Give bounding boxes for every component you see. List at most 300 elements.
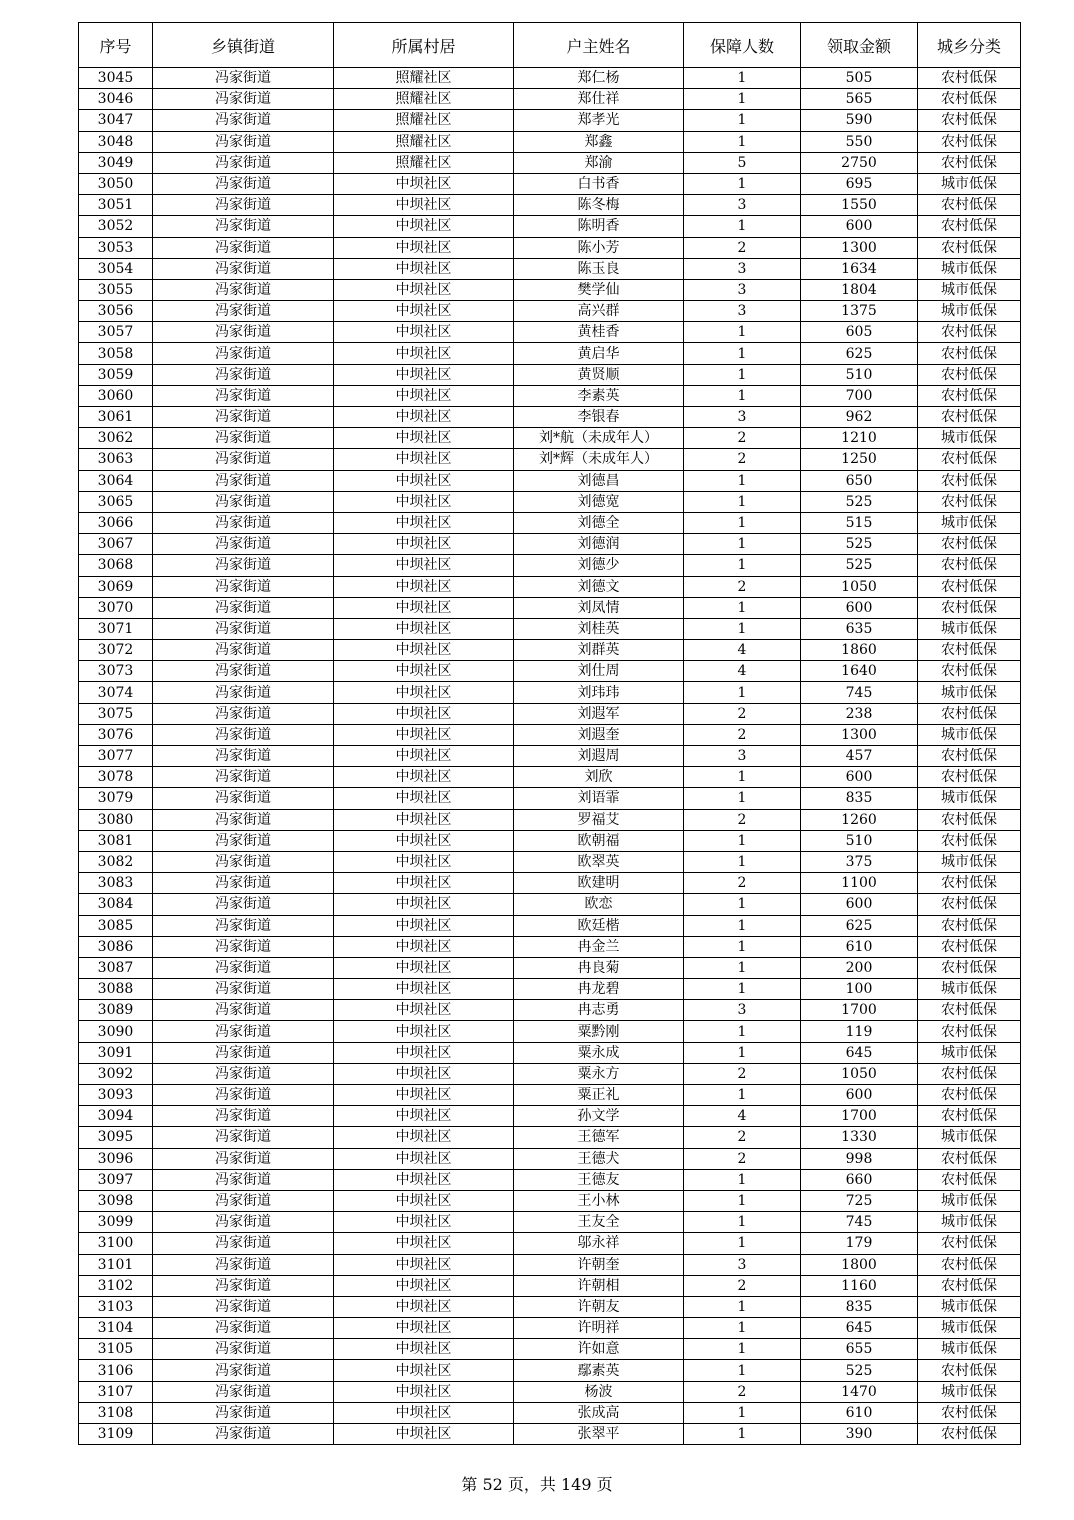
allowance-table bbox=[78, 22, 1021, 1445]
cell-amount: 238 bbox=[801, 703, 918, 724]
cell-householder-name: 李素英 bbox=[514, 385, 684, 406]
cell-householder-name: 刘群英 bbox=[514, 640, 684, 661]
cell-householder-name: 刘凤情 bbox=[514, 597, 684, 618]
cell-householder-name: 刘玮玮 bbox=[514, 682, 684, 703]
table-row bbox=[79, 1000, 1021, 1021]
cell-subdistrict: 冯家街道 bbox=[153, 1296, 334, 1317]
cell-covered-persons: 2 bbox=[684, 1275, 801, 1296]
cell-householder-name: 王友全 bbox=[514, 1212, 684, 1233]
cell-subdistrict: 冯家街道 bbox=[153, 873, 334, 894]
table-row bbox=[79, 1085, 1021, 1106]
cell-serial-number: 3065 bbox=[79, 491, 153, 512]
cell-category: 农村低保 bbox=[918, 746, 1021, 767]
cell-serial-number: 3046 bbox=[79, 89, 153, 110]
cell-community: 中坝社区 bbox=[334, 555, 514, 576]
cell-category: 农村低保 bbox=[918, 491, 1021, 512]
cell-subdistrict: 冯家街道 bbox=[153, 830, 334, 851]
cell-covered-persons: 2 bbox=[684, 703, 801, 724]
cell-amount: 590 bbox=[801, 110, 918, 131]
table-row bbox=[79, 216, 1021, 237]
cell-covered-persons: 1 bbox=[684, 682, 801, 703]
cell-covered-persons: 3 bbox=[684, 746, 801, 767]
cell-category: 城市低保 bbox=[918, 258, 1021, 279]
cell-amount: 695 bbox=[801, 173, 918, 194]
table-row bbox=[79, 110, 1021, 131]
cell-serial-number: 3107 bbox=[79, 1381, 153, 1402]
table-row bbox=[79, 661, 1021, 682]
cell-category: 农村低保 bbox=[918, 1360, 1021, 1381]
cell-community: 中坝社区 bbox=[334, 576, 514, 597]
cell-subdistrict: 冯家街道 bbox=[153, 915, 334, 936]
cell-householder-name: 刘德少 bbox=[514, 555, 684, 576]
cell-serial-number: 3049 bbox=[79, 152, 153, 173]
cell-householder-name: 郑渝 bbox=[514, 152, 684, 173]
cell-amount: 1700 bbox=[801, 1106, 918, 1127]
cell-covered-persons: 1 bbox=[684, 915, 801, 936]
cell-serial-number: 3067 bbox=[79, 534, 153, 555]
cell-community: 中坝社区 bbox=[334, 661, 514, 682]
cell-householder-name: 欧廷楷 bbox=[514, 915, 684, 936]
cell-subdistrict: 冯家街道 bbox=[153, 1275, 334, 1296]
table-row bbox=[79, 1402, 1021, 1423]
table-row bbox=[79, 301, 1021, 322]
cell-householder-name: 黄桂香 bbox=[514, 322, 684, 343]
cell-category: 城市低保 bbox=[918, 682, 1021, 703]
cell-community: 中坝社区 bbox=[334, 746, 514, 767]
cell-covered-persons: 2 bbox=[684, 1063, 801, 1084]
cell-amount: 835 bbox=[801, 1296, 918, 1317]
cell-category: 农村低保 bbox=[918, 68, 1021, 89]
cell-community: 中坝社区 bbox=[334, 407, 514, 428]
cell-amount: 1330 bbox=[801, 1127, 918, 1148]
cell-householder-name: 陈玉良 bbox=[514, 258, 684, 279]
cell-community: 中坝社区 bbox=[334, 1402, 514, 1423]
cell-amount: 457 bbox=[801, 746, 918, 767]
cell-householder-name: 王小林 bbox=[514, 1190, 684, 1211]
cell-amount: 600 bbox=[801, 216, 918, 237]
cell-subdistrict: 冯家街道 bbox=[153, 110, 334, 131]
table-row bbox=[79, 851, 1021, 872]
cell-category: 农村低保 bbox=[918, 131, 1021, 152]
cell-community: 中坝社区 bbox=[334, 830, 514, 851]
cell-category: 农村低保 bbox=[918, 385, 1021, 406]
table-row bbox=[79, 957, 1021, 978]
cell-householder-name: 冉龙碧 bbox=[514, 979, 684, 1000]
cell-subdistrict: 冯家街道 bbox=[153, 979, 334, 1000]
cell-community: 中坝社区 bbox=[334, 1127, 514, 1148]
cell-subdistrict: 冯家街道 bbox=[153, 809, 334, 830]
cell-householder-name: 樊学仙 bbox=[514, 279, 684, 300]
cell-category: 农村低保 bbox=[918, 343, 1021, 364]
cell-amount: 1634 bbox=[801, 258, 918, 279]
cell-amount: 1260 bbox=[801, 809, 918, 830]
cell-community: 中坝社区 bbox=[334, 809, 514, 830]
cell-community: 中坝社区 bbox=[334, 597, 514, 618]
cell-householder-name: 王德犬 bbox=[514, 1148, 684, 1169]
cell-serial-number: 3091 bbox=[79, 1042, 153, 1063]
cell-subdistrict: 冯家街道 bbox=[153, 1233, 334, 1254]
cell-householder-name: 欧朝福 bbox=[514, 830, 684, 851]
table-row bbox=[79, 1296, 1021, 1317]
cell-householder-name: 王德友 bbox=[514, 1169, 684, 1190]
cell-community: 中坝社区 bbox=[334, 428, 514, 449]
cell-community: 中坝社区 bbox=[334, 979, 514, 1000]
cell-subdistrict: 冯家街道 bbox=[153, 640, 334, 661]
cell-covered-persons: 2 bbox=[684, 237, 801, 258]
cell-covered-persons: 3 bbox=[684, 195, 801, 216]
cell-serial-number: 3087 bbox=[79, 957, 153, 978]
cell-category: 农村低保 bbox=[918, 957, 1021, 978]
cell-covered-persons: 1 bbox=[684, 894, 801, 915]
cell-community: 中坝社区 bbox=[334, 957, 514, 978]
cell-subdistrict: 冯家街道 bbox=[153, 1339, 334, 1360]
cell-community: 中坝社区 bbox=[334, 1085, 514, 1106]
table-row bbox=[79, 364, 1021, 385]
cell-serial-number: 3086 bbox=[79, 936, 153, 957]
cell-covered-persons: 1 bbox=[684, 1318, 801, 1339]
cell-covered-persons: 4 bbox=[684, 640, 801, 661]
cell-householder-name: 刘德宽 bbox=[514, 491, 684, 512]
cell-subdistrict: 冯家街道 bbox=[153, 724, 334, 745]
cell-subdistrict: 冯家街道 bbox=[153, 173, 334, 194]
cell-community: 中坝社区 bbox=[334, 1042, 514, 1063]
cell-covered-persons: 1 bbox=[684, 470, 801, 491]
cell-subdistrict: 冯家街道 bbox=[153, 1085, 334, 1106]
cell-covered-persons: 1 bbox=[684, 851, 801, 872]
cell-householder-name: 白书香 bbox=[514, 173, 684, 194]
cell-community: 中坝社区 bbox=[334, 385, 514, 406]
cell-community: 中坝社区 bbox=[334, 894, 514, 915]
cell-category: 农村低保 bbox=[918, 1424, 1021, 1445]
cell-community: 中坝社区 bbox=[334, 1190, 514, 1211]
cell-amount: 835 bbox=[801, 788, 918, 809]
cell-subdistrict: 冯家街道 bbox=[153, 788, 334, 809]
cell-community: 照耀社区 bbox=[334, 152, 514, 173]
cell-covered-persons: 1 bbox=[684, 385, 801, 406]
cell-householder-name: 许朝奎 bbox=[514, 1254, 684, 1275]
cell-householder-name: 许朝友 bbox=[514, 1296, 684, 1317]
cell-category: 农村低保 bbox=[918, 1275, 1021, 1296]
cell-serial-number: 3072 bbox=[79, 640, 153, 661]
table-row bbox=[79, 1190, 1021, 1211]
cell-serial-number: 3079 bbox=[79, 788, 153, 809]
table-row bbox=[79, 1360, 1021, 1381]
cell-serial-number: 3073 bbox=[79, 661, 153, 682]
cell-householder-name: 欧恋 bbox=[514, 894, 684, 915]
cell-subdistrict: 冯家街道 bbox=[153, 491, 334, 512]
cell-serial-number: 3106 bbox=[79, 1360, 153, 1381]
cell-subdistrict: 冯家街道 bbox=[153, 1190, 334, 1211]
cell-householder-name: 许朝相 bbox=[514, 1275, 684, 1296]
cell-covered-persons: 1 bbox=[684, 89, 801, 110]
table-row bbox=[79, 597, 1021, 618]
cell-amount: 998 bbox=[801, 1148, 918, 1169]
cell-householder-name: 冉金兰 bbox=[514, 936, 684, 957]
cell-householder-name: 刘遐军 bbox=[514, 703, 684, 724]
cell-amount: 525 bbox=[801, 1360, 918, 1381]
cell-serial-number: 3059 bbox=[79, 364, 153, 385]
cell-serial-number: 3097 bbox=[79, 1169, 153, 1190]
cell-subdistrict: 冯家街道 bbox=[153, 1169, 334, 1190]
cell-serial-number: 3078 bbox=[79, 767, 153, 788]
cell-covered-persons: 2 bbox=[684, 873, 801, 894]
cell-covered-persons: 1 bbox=[684, 1296, 801, 1317]
page-footer: 第 52 页，共 149 页 bbox=[461, 1475, 613, 1494]
cell-subdistrict: 冯家街道 bbox=[153, 1106, 334, 1127]
cell-community: 照耀社区 bbox=[334, 131, 514, 152]
cell-subdistrict: 冯家街道 bbox=[153, 1063, 334, 1084]
cell-community: 中坝社区 bbox=[334, 216, 514, 237]
cell-subdistrict: 冯家街道 bbox=[153, 1000, 334, 1021]
cell-community: 中坝社区 bbox=[334, 1318, 514, 1339]
cell-householder-name: 李银春 bbox=[514, 407, 684, 428]
cell-community: 中坝社区 bbox=[334, 724, 514, 745]
cell-community: 中坝社区 bbox=[334, 470, 514, 491]
cell-serial-number: 3050 bbox=[79, 173, 153, 194]
cell-subdistrict: 冯家街道 bbox=[153, 279, 334, 300]
table-row bbox=[79, 1254, 1021, 1275]
cell-serial-number: 3048 bbox=[79, 131, 153, 152]
cell-covered-persons: 3 bbox=[684, 279, 801, 300]
cell-subdistrict: 冯家街道 bbox=[153, 407, 334, 428]
table-row bbox=[79, 534, 1021, 555]
cell-subdistrict: 冯家街道 bbox=[153, 237, 334, 258]
cell-amount: 1050 bbox=[801, 576, 918, 597]
cell-serial-number: 3105 bbox=[79, 1339, 153, 1360]
cell-category: 城市低保 bbox=[918, 173, 1021, 194]
cell-amount: 200 bbox=[801, 957, 918, 978]
cell-category: 城市低保 bbox=[918, 1127, 1021, 1148]
cell-covered-persons: 1 bbox=[684, 936, 801, 957]
cell-householder-name: 王德军 bbox=[514, 1127, 684, 1148]
table-row bbox=[79, 343, 1021, 364]
cell-covered-persons: 3 bbox=[684, 1000, 801, 1021]
cell-community: 中坝社区 bbox=[334, 936, 514, 957]
cell-community: 中坝社区 bbox=[334, 1254, 514, 1275]
cell-category: 农村低保 bbox=[918, 110, 1021, 131]
cell-community: 照耀社区 bbox=[334, 110, 514, 131]
cell-subdistrict: 冯家街道 bbox=[153, 746, 334, 767]
table-body bbox=[79, 68, 1021, 1445]
cell-amount: 1375 bbox=[801, 301, 918, 322]
cell-category: 城市低保 bbox=[918, 301, 1021, 322]
cell-subdistrict: 冯家街道 bbox=[153, 534, 334, 555]
cell-householder-name: 粟永方 bbox=[514, 1063, 684, 1084]
cell-serial-number: 3060 bbox=[79, 385, 153, 406]
cell-category: 城市低保 bbox=[918, 1042, 1021, 1063]
cell-subdistrict: 冯家街道 bbox=[153, 258, 334, 279]
cell-community: 中坝社区 bbox=[334, 767, 514, 788]
cell-amount: 1700 bbox=[801, 1000, 918, 1021]
cell-category: 城市低保 bbox=[918, 1339, 1021, 1360]
cell-category: 城市低保 bbox=[918, 1381, 1021, 1402]
cell-community: 中坝社区 bbox=[334, 1296, 514, 1317]
cell-amount: 600 bbox=[801, 1085, 918, 1106]
table-row bbox=[79, 428, 1021, 449]
cell-amount: 645 bbox=[801, 1042, 918, 1063]
cell-amount: 525 bbox=[801, 491, 918, 512]
cell-subdistrict: 冯家街道 bbox=[153, 1212, 334, 1233]
cell-covered-persons: 1 bbox=[684, 1360, 801, 1381]
cell-subdistrict: 冯家街道 bbox=[153, 470, 334, 491]
cell-community: 中坝社区 bbox=[334, 1169, 514, 1190]
cell-covered-persons: 1 bbox=[684, 788, 801, 809]
cell-amount: 645 bbox=[801, 1318, 918, 1339]
cell-community: 中坝社区 bbox=[334, 1424, 514, 1445]
table-row bbox=[79, 555, 1021, 576]
table-row bbox=[79, 767, 1021, 788]
cell-subdistrict: 冯家街道 bbox=[153, 1360, 334, 1381]
cell-category: 农村低保 bbox=[918, 661, 1021, 682]
table-row bbox=[79, 936, 1021, 957]
cell-serial-number: 3080 bbox=[79, 809, 153, 830]
cell-householder-name: 刘语霏 bbox=[514, 788, 684, 809]
cell-community: 中坝社区 bbox=[334, 491, 514, 512]
cell-serial-number: 3099 bbox=[79, 1212, 153, 1233]
cell-amount: 660 bbox=[801, 1169, 918, 1190]
table-row bbox=[79, 1318, 1021, 1339]
table-row bbox=[79, 1169, 1021, 1190]
cell-amount: 1550 bbox=[801, 195, 918, 216]
cell-subdistrict: 冯家街道 bbox=[153, 512, 334, 533]
table-row bbox=[79, 788, 1021, 809]
cell-subdistrict: 冯家街道 bbox=[153, 894, 334, 915]
cell-category: 农村低保 bbox=[918, 830, 1021, 851]
cell-amount: 390 bbox=[801, 1424, 918, 1445]
cell-subdistrict: 冯家街道 bbox=[153, 68, 334, 89]
cell-serial-number: 3090 bbox=[79, 1021, 153, 1042]
cell-serial-number: 3070 bbox=[79, 597, 153, 618]
cell-category: 城市低保 bbox=[918, 851, 1021, 872]
table-row bbox=[79, 873, 1021, 894]
cell-householder-name: 刘遐奎 bbox=[514, 724, 684, 745]
cell-covered-persons: 4 bbox=[684, 661, 801, 682]
cell-community: 照耀社区 bbox=[334, 89, 514, 110]
cell-householder-name: 刘仕周 bbox=[514, 661, 684, 682]
cell-covered-persons: 1 bbox=[684, 512, 801, 533]
cell-subdistrict: 冯家街道 bbox=[153, 1042, 334, 1063]
table-row bbox=[79, 152, 1021, 173]
cell-community: 中坝社区 bbox=[334, 1148, 514, 1169]
cell-amount: 510 bbox=[801, 364, 918, 385]
cell-category: 农村低保 bbox=[918, 534, 1021, 555]
table-row bbox=[79, 173, 1021, 194]
cell-amount: 1160 bbox=[801, 1275, 918, 1296]
table-row bbox=[79, 1106, 1021, 1127]
cell-serial-number: 3064 bbox=[79, 470, 153, 491]
cell-subdistrict: 冯家街道 bbox=[153, 1381, 334, 1402]
cell-covered-persons: 3 bbox=[684, 407, 801, 428]
cell-category: 农村低保 bbox=[918, 1254, 1021, 1275]
cell-category: 农村低保 bbox=[918, 915, 1021, 936]
cell-covered-persons: 1 bbox=[684, 1339, 801, 1360]
cell-covered-persons: 3 bbox=[684, 1254, 801, 1275]
cell-covered-persons: 1 bbox=[684, 1190, 801, 1211]
cell-community: 中坝社区 bbox=[334, 1275, 514, 1296]
cell-category: 农村低保 bbox=[918, 1000, 1021, 1021]
cell-category: 城市低保 bbox=[918, 428, 1021, 449]
header-subdistrict: 乡镇街道 bbox=[153, 23, 334, 68]
cell-householder-name: 粟正礼 bbox=[514, 1085, 684, 1106]
cell-householder-name: 张成高 bbox=[514, 1402, 684, 1423]
cell-amount: 700 bbox=[801, 385, 918, 406]
cell-householder-name: 郑仕祥 bbox=[514, 89, 684, 110]
cell-amount: 1210 bbox=[801, 428, 918, 449]
header-community: 所属村居 bbox=[334, 23, 514, 68]
cell-subdistrict: 冯家街道 bbox=[153, 195, 334, 216]
cell-serial-number: 3093 bbox=[79, 1085, 153, 1106]
cell-community: 中坝社区 bbox=[334, 343, 514, 364]
cell-amount: 610 bbox=[801, 1402, 918, 1423]
cell-category: 农村低保 bbox=[918, 470, 1021, 491]
cell-category: 城市低保 bbox=[918, 1190, 1021, 1211]
cell-covered-persons: 1 bbox=[684, 364, 801, 385]
cell-serial-number: 3076 bbox=[79, 724, 153, 745]
cell-covered-persons: 3 bbox=[684, 301, 801, 322]
cell-subdistrict: 冯家街道 bbox=[153, 851, 334, 872]
cell-community: 中坝社区 bbox=[334, 873, 514, 894]
cell-amount: 100 bbox=[801, 979, 918, 1000]
cell-covered-persons: 1 bbox=[684, 1212, 801, 1233]
cell-amount: 745 bbox=[801, 682, 918, 703]
cell-amount: 2750 bbox=[801, 152, 918, 173]
cell-subdistrict: 冯家街道 bbox=[153, 322, 334, 343]
table-row bbox=[79, 1339, 1021, 1360]
cell-householder-name: 刘欣 bbox=[514, 767, 684, 788]
cell-category: 农村低保 bbox=[918, 640, 1021, 661]
cell-category: 农村低保 bbox=[918, 1085, 1021, 1106]
cell-community: 中坝社区 bbox=[334, 173, 514, 194]
table-row bbox=[79, 322, 1021, 343]
cell-category: 农村低保 bbox=[918, 89, 1021, 110]
cell-serial-number: 3109 bbox=[79, 1424, 153, 1445]
cell-amount: 725 bbox=[801, 1190, 918, 1211]
cell-category: 农村低保 bbox=[918, 873, 1021, 894]
cell-serial-number: 3081 bbox=[79, 830, 153, 851]
cell-householder-name: 杨波 bbox=[514, 1381, 684, 1402]
cell-amount: 600 bbox=[801, 894, 918, 915]
cell-community: 中坝社区 bbox=[334, 279, 514, 300]
cell-subdistrict: 冯家街道 bbox=[153, 1127, 334, 1148]
cell-covered-persons: 3 bbox=[684, 258, 801, 279]
cell-serial-number: 3062 bbox=[79, 428, 153, 449]
cell-covered-persons: 1 bbox=[684, 110, 801, 131]
cell-amount: 505 bbox=[801, 68, 918, 89]
cell-householder-name: 粟黔刚 bbox=[514, 1021, 684, 1042]
cell-serial-number: 3095 bbox=[79, 1127, 153, 1148]
table-row bbox=[79, 407, 1021, 428]
table-row bbox=[79, 68, 1021, 89]
cell-householder-name: 黄贤顺 bbox=[514, 364, 684, 385]
cell-householder-name: 刘*辉（未成年人） bbox=[514, 449, 684, 470]
cell-amount: 745 bbox=[801, 1212, 918, 1233]
header-amount: 领取金额 bbox=[801, 23, 918, 68]
cell-category: 农村低保 bbox=[918, 1233, 1021, 1254]
cell-amount: 510 bbox=[801, 830, 918, 851]
table-row bbox=[79, 512, 1021, 533]
cell-householder-name: 冉志勇 bbox=[514, 1000, 684, 1021]
cell-householder-name: 刘德文 bbox=[514, 576, 684, 597]
cell-amount: 625 bbox=[801, 915, 918, 936]
cell-subdistrict: 冯家街道 bbox=[153, 1318, 334, 1339]
cell-subdistrict: 冯家街道 bbox=[153, 555, 334, 576]
cell-subdistrict: 冯家街道 bbox=[153, 597, 334, 618]
table-row bbox=[79, 131, 1021, 152]
table-row bbox=[79, 1212, 1021, 1233]
cell-amount: 515 bbox=[801, 512, 918, 533]
cell-amount: 610 bbox=[801, 936, 918, 957]
table-row bbox=[79, 1127, 1021, 1148]
